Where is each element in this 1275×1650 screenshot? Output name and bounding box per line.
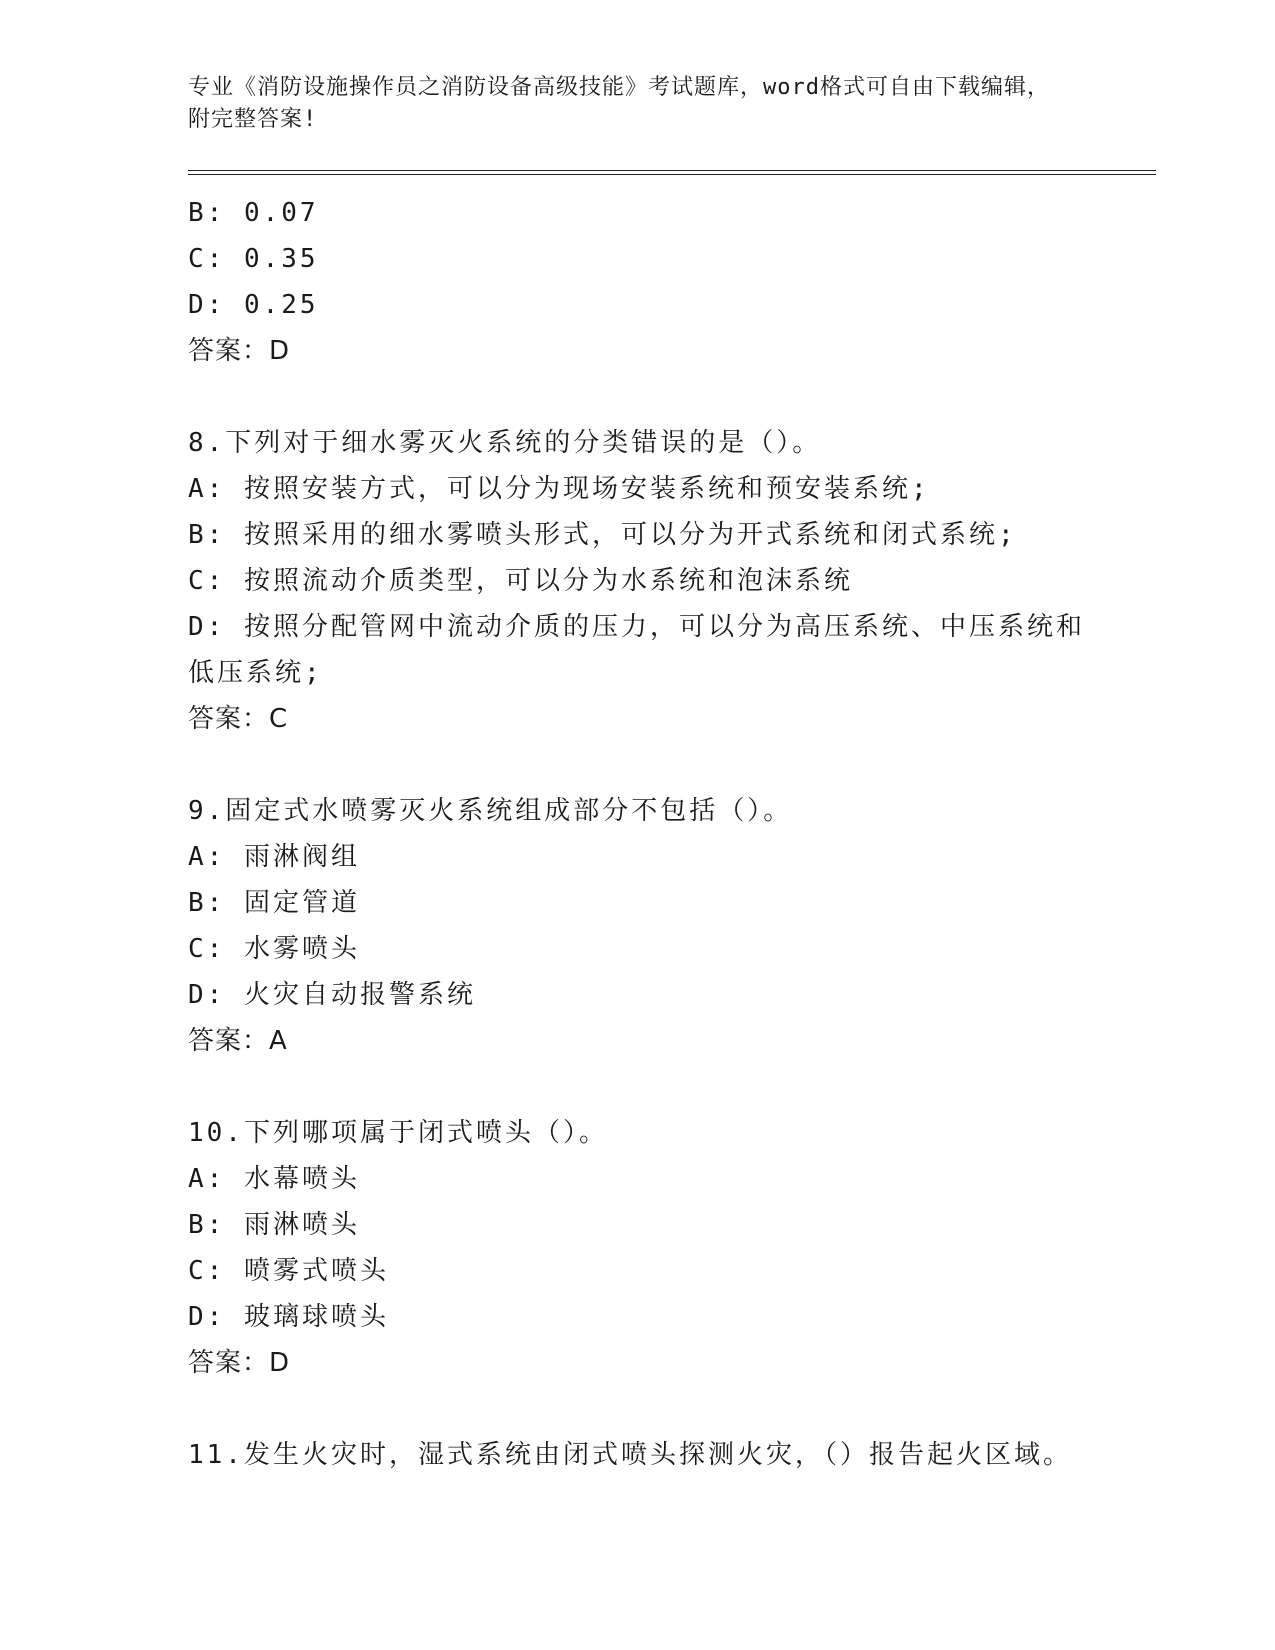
option-b: B: 固定管道: [188, 888, 360, 918]
question-stem: 8.下列对于细水雾灭火系统的分类错误的是（）。: [188, 428, 822, 458]
option-b: B: 按照采用的细水雾喷头形式，可以分为开式系统和闭式系统;: [188, 520, 1017, 550]
option-d: D: 火灾自动报警系统: [188, 980, 476, 1010]
option-a: A: 按照安装方式，可以分为现场安装系统和预安装系统;: [188, 474, 930, 504]
option-c: C: 喷雾式喷头: [188, 1256, 389, 1286]
answer-line: 答案：A: [188, 1026, 288, 1056]
option-a: A: 水幕喷头: [188, 1164, 360, 1194]
question-8: [188, 420, 1088, 742]
header-rule-top: [188, 170, 1156, 171]
option-d: D: 按照分配管网中流动介质的压力，可以分为高压系统、中压系统和低压系统;: [188, 612, 1085, 688]
previous-question-tail: [188, 190, 1088, 374]
question-stem: 10.下列哪项属于闭式喷头（）。: [188, 1118, 608, 1148]
question-10: [188, 1110, 1088, 1386]
option-c: C: 按照流动介质类型，可以分为水系统和泡沫系统: [188, 566, 853, 596]
question-stem: 11.发生火灾时，湿式系统由闭式喷头探测火灾，（）报告起火区域。: [188, 1440, 1072, 1470]
option-a: A: 雨淋阀组: [188, 842, 360, 872]
question-content: [188, 190, 1088, 1478]
option-c: C: 水雾喷头: [188, 934, 360, 964]
question-stem: 9.固定式水喷雾灭火系统组成部分不包括（）。: [188, 796, 793, 826]
option-b: B: 0.07: [188, 198, 319, 228]
question-11: [188, 1432, 1088, 1478]
question-9: [188, 788, 1088, 1064]
option-c: C: 0.35: [188, 244, 319, 274]
option-d: D: 0.25: [188, 290, 319, 320]
document-header: 专业《消防设施操作员之消防设备高级技能》考试题库，word格式可自由下载编辑，附完整答案!: [188, 75, 1050, 132]
option-b: B: 雨淋喷头: [188, 1210, 360, 1240]
option-d: D: 玻璃球喷头: [188, 1302, 389, 1332]
answer-line: 答案：D: [188, 336, 291, 366]
answer-line: 答案：C: [188, 704, 289, 734]
answer-line: 答案：D: [188, 1348, 291, 1378]
header-rule-bottom: [188, 174, 1156, 175]
